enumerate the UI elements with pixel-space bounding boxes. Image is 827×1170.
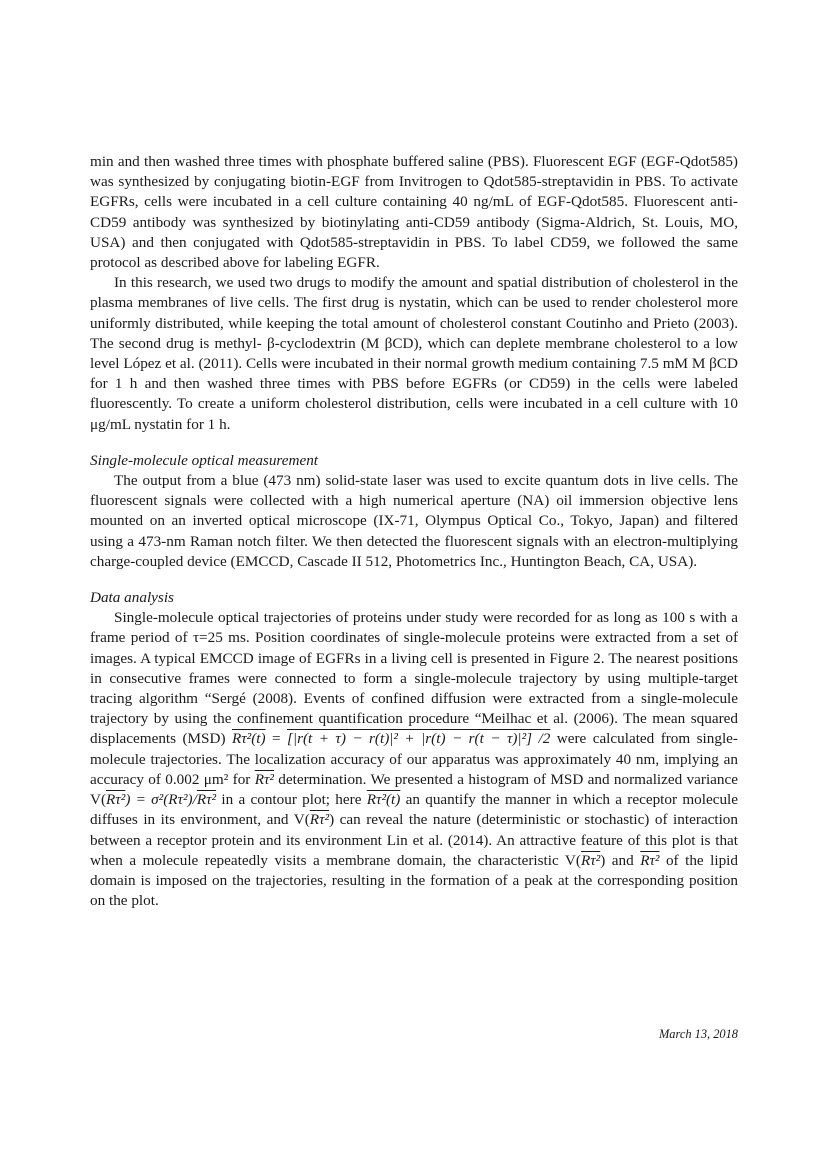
formula-r: Rτ²: [640, 851, 660, 869]
text-run: of the lipid domain is imposed on the trajectories, resulting in the formation of a peak at the corresponding position on the plot.: [90, 851, 738, 910]
text-run: ) can reveal the nature (deterministic or stochastic) of interaction between a receptor protein and its environment Lin et al. (2014). An attractive feature of this plot is that when a molecule repeatedly visits a membrane domain, the characteristic V(: [90, 811, 738, 869]
formula-msd: Rτ²(t): [366, 791, 401, 809]
formula-r: Rτ²: [106, 791, 126, 809]
text-run: =: [265, 730, 287, 748]
text-run: ) and: [600, 851, 641, 869]
text-run: determination. We presented a histogram of MSD and normalized variance V(: [90, 770, 738, 809]
paragraph-analysis: [90, 608, 738, 911]
text-run: were calculated from single-molecule trajectories. The localization accuracy of our apparatus was approximately 40 nm, implying an accuracy of 0.002 μm² for: [90, 730, 738, 788]
paragraph-drugs: In this research, we used two drugs to modify the amount and spatial distribution of cholesterol in the plasma membranes of live cells. The first drug is nystatin, which can be used to render cholesterol more uniformly distributed, while keeping the total amount of cholesterol constant Coutinho and Prieto (2003). The second drug is methyl- β-cyclodextrin (M βCD), which can deplete membrane cholesterol to a low level López et al. (2011). Cells were incubated in their normal growth medium containing 7.5 mM M βCD for 1 h and then washed three times with PBS before EGFRs (or CD59) in the cells were labeled fluorescently. To create a uniform cholesterol distribution, cells were incubated in a cell culture with 10 μg/mL nystatin for 1 h.: [90, 274, 738, 433]
formula-msd: Rτ²(t): [231, 730, 266, 748]
text-run: ) = σ²(Rτ²)/: [125, 791, 197, 809]
formula-r: Rτ²: [580, 851, 601, 869]
section-heading-analysis: Data analysis: [90, 589, 174, 607]
formula-r: Rτ²: [254, 770, 274, 788]
paragraph-labeling: min and then washed three times with phosphate buffered saline (PBS). Fluorescent EGF (EGF-Qdot585) was synthesized by conjugating biotin-EGF from Invitrogen to Qdot585-streptavidin in PBS. To activate EGFRs, cells were incubated in a cell culture containing 40 ng/mL of EGF-Qdot585. Fluorescent anti-CD59 antibody was synthesized by biotinylating anti-CD59 antibody (Sigma-Aldrich, St. Louis, MO, USA) and then conjugated with Qdot585-streptavidin in PBS. To label CD59, we followed the same protocol as described above for labeling EGFR.: [90, 153, 738, 272]
section-heading-measurement: Single-molecule optical measurement: [90, 451, 319, 469]
text-run: in a contour plot; here: [216, 791, 367, 809]
formula-msd-definition: [|r(t + τ) − r(t)|² + |r(t) − r(t − τ)|²] /2: [287, 730, 551, 748]
text-run: Single-molecule optical trajectories of proteins under study were recorded for as long as 100 s with a frame period of τ=25 ms. Position coordinates of single-molecule proteins were extracted from a set of images. A typical EMCCD image of EGFRs in a living cell is presented in Figure 2. The nearest positions in consecutive frames were connected to form a single-molecule trajectory by using multiple-target tracing algorithm “Sergé (2008). Events of confined diffusion were extracted from a single-molecule trajectory by using the confinement quantification procedure “Meilhac et al. (2006). The mean squared displacements (MSD): [90, 609, 738, 748]
paper-body: [90, 152, 738, 911]
formula-r: Rτ²: [309, 811, 330, 829]
paragraph-measurement: The output from a blue (473 nm) solid-state laser was used to excite quantum dots in live cells. The fluorescent signals were collected with a high numerical aperture (NA) oil immersion objective lens mounted on an inverted optical microscope (IX-71, Olympus Optical Co., Tokyo, Japan) and filtered using a 473-nm Raman notch filter. We then detected the fluorescent signals with an electron-multiplying charge-coupled device (EMCCD, Cascade II 512, Photometrics Inc., Huntington Beach, CA, USA).: [90, 472, 738, 570]
footer-date: March 13, 2018: [658, 1027, 738, 1041]
formula-r: Rτ²: [196, 791, 217, 809]
text-run: an quantify the manner in which a receptor molecule diffuses in its environment, and V(: [90, 791, 738, 829]
